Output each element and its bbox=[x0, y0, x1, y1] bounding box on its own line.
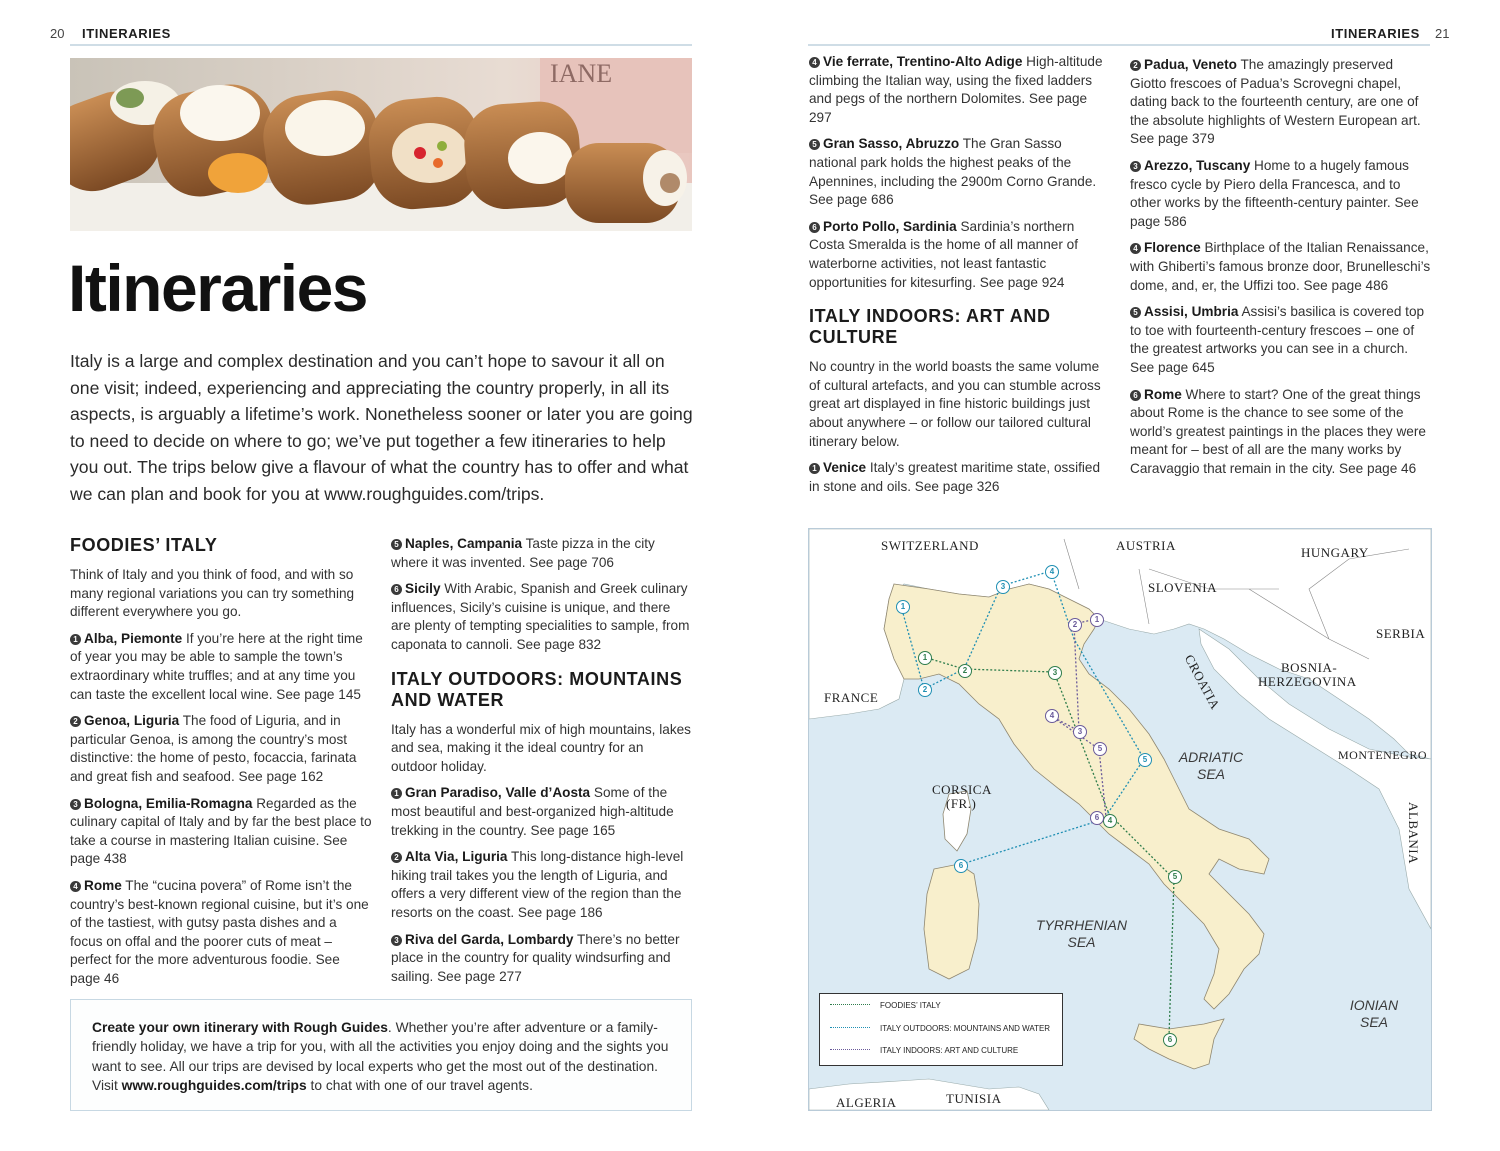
intro-paragraph: Italy is a large and complex destination and you can’t hope to savour it all on one visit; indeed, experiencing and appreciating the country properly, in all its aspects, is arguably a lifetime’s work. Nonetheless sooner or later you are going to need to decide on where to go; we’ve put together a few itineraries to help you out. The trips below give a flavour of what the country has to offer and what we can plan and book for you at www.roughguides.com/trips. bbox=[70, 351, 693, 504]
foodies-heading: FOODIES’ ITALY bbox=[70, 535, 218, 555]
marker-foodies-3: 3 bbox=[1048, 666, 1062, 680]
place-text: High-altitude climbing the Italian way, using the fixed ladders and pegs of the northern Dolomites. See page 297 bbox=[809, 54, 1103, 125]
place-text: With Arabic, Spanish and Greek culinary influences, Sicily’s cuisine is unique, and there are plenty of tempting specialities to sample, from caponata to cannoli. See page 832 bbox=[391, 581, 690, 652]
legend-foodies-swatch bbox=[830, 1004, 870, 1005]
marker-6-icon: 6 bbox=[1130, 390, 1141, 401]
label-switzerland: SWITZERLAND bbox=[881, 538, 979, 553]
marker-indoors-1: 1 bbox=[1090, 613, 1104, 627]
header-rule bbox=[808, 44, 1430, 46]
marker-5-icon: 5 bbox=[1130, 307, 1141, 318]
indoors-intro: No country in the world boasts the same volume of cultural artefacts, and you can stumble across great art displayed in fine historic buildings just about anywhere – or follow our tailored cultural itinerary below. bbox=[809, 359, 1101, 449]
running-head-right: ITINERARIES bbox=[1331, 26, 1420, 41]
sea-name: TYRRHENIAN bbox=[1035, 917, 1127, 933]
right-column-right bbox=[1130, 56, 1432, 486]
legend-indoors-swatch bbox=[830, 1049, 870, 1050]
outdoors-item-2 bbox=[391, 848, 693, 922]
page-number-right: 21 bbox=[1435, 26, 1450, 41]
place-name: Bologna, Emilia-Romagna bbox=[84, 795, 253, 811]
sea-word: SEA bbox=[1359, 1014, 1388, 1030]
label-france: FRANCE bbox=[824, 690, 879, 705]
marker-outdoors-3: 3 bbox=[996, 580, 1010, 594]
outdoors-item-6 bbox=[809, 218, 1111, 292]
marker-indoors-5: 5 bbox=[1093, 742, 1107, 756]
marker-indoors-4: 4 bbox=[1045, 709, 1059, 723]
sardinia-island bbox=[924, 864, 979, 979]
marker-indoors-6: 6 bbox=[1090, 811, 1104, 825]
marker-outdoors-1: 1 bbox=[896, 600, 910, 614]
place-text: Regarded as the culinary capital of Italy and by far the best place to take a course in mastering Italian cuisine. See page 438 bbox=[70, 795, 372, 867]
place-name: Florence bbox=[1144, 240, 1201, 256]
callout-text-end: to chat with one of our travel agents. bbox=[306, 1078, 533, 1094]
header-rule bbox=[70, 44, 692, 46]
indoors-item-4 bbox=[1130, 239, 1432, 295]
place-text: The Gran Sasso national park holds the highest peaks of the Apennines, including the 2900m Corno Grande. See page 686 bbox=[809, 136, 1097, 208]
cannoli-photo bbox=[70, 58, 692, 231]
place-text: There’s no better place in the country for quality windsurfing and sailing. See page 277 bbox=[391, 931, 680, 984]
place-name: Venice bbox=[823, 460, 867, 476]
sea-name: IONIAN bbox=[1349, 997, 1399, 1013]
place-name: Porto Pollo, Sardinia bbox=[823, 218, 957, 234]
place-name: Padua, Veneto bbox=[1144, 57, 1237, 72]
indoors-item-3 bbox=[1130, 157, 1432, 231]
indoors-item-5 bbox=[1130, 303, 1432, 377]
label-hungary: HUNGARY bbox=[1301, 545, 1369, 560]
foodies-item-4 bbox=[70, 877, 372, 989]
place-name: Rome bbox=[84, 877, 122, 893]
foodies-item-3 bbox=[70, 795, 372, 869]
place-text: The food of Liguria, and in particular Genoa, is among the country’s most distinctive: the home of pesto, focaccia, farinata and great fish and seafood. See page 162 bbox=[70, 713, 357, 784]
marker-3-icon: 3 bbox=[391, 935, 402, 946]
marker-outdoors-6: 6 bbox=[954, 859, 968, 873]
place-text: Some of the most beautiful and best-organized high-altitude trekking in the country. See page 165 bbox=[391, 785, 674, 838]
label-slovenia: SLOVENIA bbox=[1148, 580, 1217, 595]
foodies-item-1 bbox=[70, 630, 372, 704]
marker-6-icon: 6 bbox=[391, 584, 402, 595]
marker-outdoors-4: 4 bbox=[1045, 565, 1059, 579]
callout-box bbox=[70, 999, 692, 1111]
label-herzegovina: HERZEGOVINA bbox=[1258, 674, 1357, 689]
place-text: Where to start? One of the great things about Rome is the chance to see some of the world’s greatest paintings in the places they were meant for – best of all are the many works by Caravaggio that remain in the city. See page 46 bbox=[1130, 386, 1426, 476]
marker-1-icon: 1 bbox=[809, 463, 820, 474]
marker-2-icon: 2 bbox=[1130, 60, 1141, 71]
place-name: Riva del Garda, Lombardy bbox=[405, 931, 574, 947]
outdoors-item-1 bbox=[391, 784, 693, 840]
place-text: The “cucina povera” of Rome isn’t the country’s best-known regional cuisine, but it’s one of the tastiest, with gutsy pasta dishes and a focus on offal and the poorer cuts of meat – perfect for the more adventurous foodie. See page 46 bbox=[70, 877, 369, 986]
marker-2-icon: 2 bbox=[70, 716, 81, 727]
sea-name: ADRIATIC bbox=[1178, 749, 1244, 765]
svg-text:IANE: IANE bbox=[550, 59, 613, 88]
foodies-column bbox=[70, 535, 372, 996]
sea-word: SEA bbox=[1196, 766, 1225, 782]
place-text: Sardinia’s northern Costa Smeralda is the home of all manner of waterborne activities, not least fantastic opportunities for kitesurfing. See page 924 bbox=[809, 218, 1078, 290]
marker-foodies-2: 2 bbox=[958, 664, 972, 678]
place-name: Genoa, Liguria bbox=[84, 713, 180, 729]
label-corsica-fr: (FR.) bbox=[946, 796, 977, 811]
legend-foodies-label: FOODIES’ ITALY bbox=[880, 1001, 941, 1010]
marker-3-icon: 3 bbox=[1130, 161, 1141, 172]
marker-3-icon: 3 bbox=[70, 799, 81, 810]
middle-column bbox=[391, 535, 693, 994]
callout-lead: Create your own itinerary with Rough Guides bbox=[92, 1020, 388, 1035]
sicily-island bbox=[1134, 1019, 1224, 1069]
place-name: Gran Paradiso, Valle d’Aosta bbox=[405, 785, 591, 801]
label-montenegro: MONTENEGRO bbox=[1338, 748, 1427, 762]
marker-2-icon: 2 bbox=[391, 852, 402, 863]
place-name: Sicily bbox=[405, 581, 441, 597]
label-austria: AUSTRIA bbox=[1116, 538, 1176, 553]
sea-word: SEA bbox=[1067, 934, 1096, 950]
foodies-item-2 bbox=[70, 712, 372, 786]
place-name: Naples, Campania bbox=[405, 536, 523, 551]
foodies-item-5 bbox=[391, 535, 693, 572]
marker-foodies-5: 5 bbox=[1168, 870, 1182, 884]
place-text: If you’re here at the right time of year you may be able to sample the town’s extraordinary white truffles; and at any time you can taste the excellent local wine. See page 145 bbox=[70, 630, 363, 702]
place-name: Alta Via, Liguria bbox=[405, 849, 508, 865]
outdoors-heading: ITALY OUTDOORS: MOUNTAINS AND WATER bbox=[391, 668, 683, 710]
place-name: Arezzo, Tuscany bbox=[1144, 157, 1251, 173]
place-text: Taste pizza in the city where it was invented. See page 706 bbox=[391, 536, 655, 570]
running-head-left: ITINERARIES bbox=[82, 26, 171, 41]
marker-5-icon: 5 bbox=[391, 539, 402, 550]
callout-url-link[interactable]: www.roughguides.com/trips bbox=[121, 1078, 307, 1094]
outdoors-intro: Italy has a wonderful mix of high mountains, lakes and sea, making it the ideal country for an outdoor holiday. bbox=[391, 721, 691, 774]
indoors-item-1 bbox=[809, 459, 1111, 496]
marker-foodies-6: 6 bbox=[1163, 1033, 1177, 1047]
callout-text: . Whether you’re after adventure or a family-friendly holiday, we have a trip for you, with all the activities you enjoy doing and the sights you want to see. All our trips are devised by local experts who get the most out of the destination. Visit bbox=[92, 1020, 669, 1094]
marker-outdoors-5: 5 bbox=[1138, 753, 1152, 767]
place-name: Gran Sasso, Abruzzo bbox=[823, 136, 960, 152]
marker-1-icon: 1 bbox=[70, 634, 81, 645]
foodies-item-6 bbox=[391, 580, 693, 654]
page-title: Itineraries bbox=[68, 251, 367, 325]
legend-outdoors-label: ITALY OUTDOORS: MOUNTAINS AND WATER bbox=[880, 1024, 1051, 1033]
outdoors-item-4 bbox=[809, 53, 1111, 127]
marker-4-icon: 4 bbox=[809, 57, 820, 68]
place-name: Assisi, Umbria bbox=[1144, 304, 1239, 320]
marker-indoors-2: 2 bbox=[1068, 618, 1082, 632]
label-serbia: SERBIA bbox=[1376, 626, 1426, 641]
marker-indoors-3: 3 bbox=[1073, 725, 1087, 739]
marker-4-icon: 4 bbox=[1130, 243, 1141, 254]
label-albania: ALBANIA bbox=[1406, 802, 1421, 864]
marker-foodies-4: 4 bbox=[1103, 814, 1117, 828]
place-text: Assisi’s basilica is covered top to toe with fourteenth-century frescoes – one of the greatest artworks you can see in a church. See page 645 bbox=[1130, 304, 1425, 375]
place-text: This long-distance high-level hiking trail takes you the length of Liguria, and offers a very different view of the region than the resorts on the coast. See page 186 bbox=[391, 849, 684, 920]
foodies-intro: Think of Italy and you think of food, and with so many regional variations you can try something different everywhere you go. bbox=[70, 567, 355, 620]
label-adriatic-sea bbox=[1176, 749, 1246, 783]
map-legend bbox=[819, 993, 1063, 1066]
label-tyrrhenian-sea bbox=[1034, 917, 1129, 951]
indoors-heading: ITALY INDOORS: ART AND CULTURE bbox=[809, 306, 1051, 348]
legend-indoors-label: ITALY INDOORS: ART AND CULTURE bbox=[880, 1046, 1019, 1055]
marker-4-icon: 4 bbox=[70, 881, 81, 892]
marker-outdoors-2: 2 bbox=[918, 683, 932, 697]
right-column-left bbox=[809, 53, 1111, 504]
legend-outdoors-swatch bbox=[830, 1027, 870, 1028]
place-text: Italy’s greatest maritime state, ossified in stone and oils. See page 326 bbox=[809, 460, 1101, 494]
label-tunisia: TUNISIA bbox=[946, 1091, 1002, 1106]
marker-6-icon: 6 bbox=[809, 222, 820, 233]
label-ionian-sea bbox=[1339, 997, 1409, 1031]
page-number-left: 20 bbox=[50, 26, 65, 41]
place-text: The amazingly preserved Giotto frescoes of Padua’s Scrovegni chapel, dating back to the fourteenth century, are one of the absolute highlights of Western European art. See page 379 bbox=[1130, 57, 1421, 147]
marker-foodies-1: 1 bbox=[918, 651, 932, 665]
label-bosnia: BOSNIA- bbox=[1281, 660, 1338, 675]
place-name: Alba, Piemonte bbox=[84, 630, 183, 646]
label-algeria: ALGERIA bbox=[836, 1095, 897, 1110]
outdoors-item-3 bbox=[391, 931, 693, 987]
place-text: Birthplace of the Italian Renaissance, with Ghiberti’s famous bronze door, Brunelleschi’s dome, and, er, the Uffizi too. See page 486 bbox=[1130, 240, 1431, 293]
outdoors-item-5 bbox=[809, 135, 1111, 209]
place-name: Rome bbox=[1144, 386, 1182, 402]
italy-map bbox=[808, 528, 1432, 1111]
indoors-item-2 bbox=[1130, 56, 1432, 149]
label-croatia: CROATIA bbox=[1181, 652, 1224, 712]
marker-1-icon: 1 bbox=[391, 788, 402, 799]
place-text: Home to a hugely famous fresco cycle by Piero della Francesca, and to other works by the fifteenth-century painter. See page 586 bbox=[1130, 157, 1419, 229]
label-corsica: CORSICA bbox=[932, 782, 992, 797]
marker-5-icon: 5 bbox=[809, 139, 820, 150]
place-name: Vie ferrate, Trentino-Alto Adige bbox=[823, 54, 1023, 69]
indoors-item-6 bbox=[1130, 386, 1432, 479]
